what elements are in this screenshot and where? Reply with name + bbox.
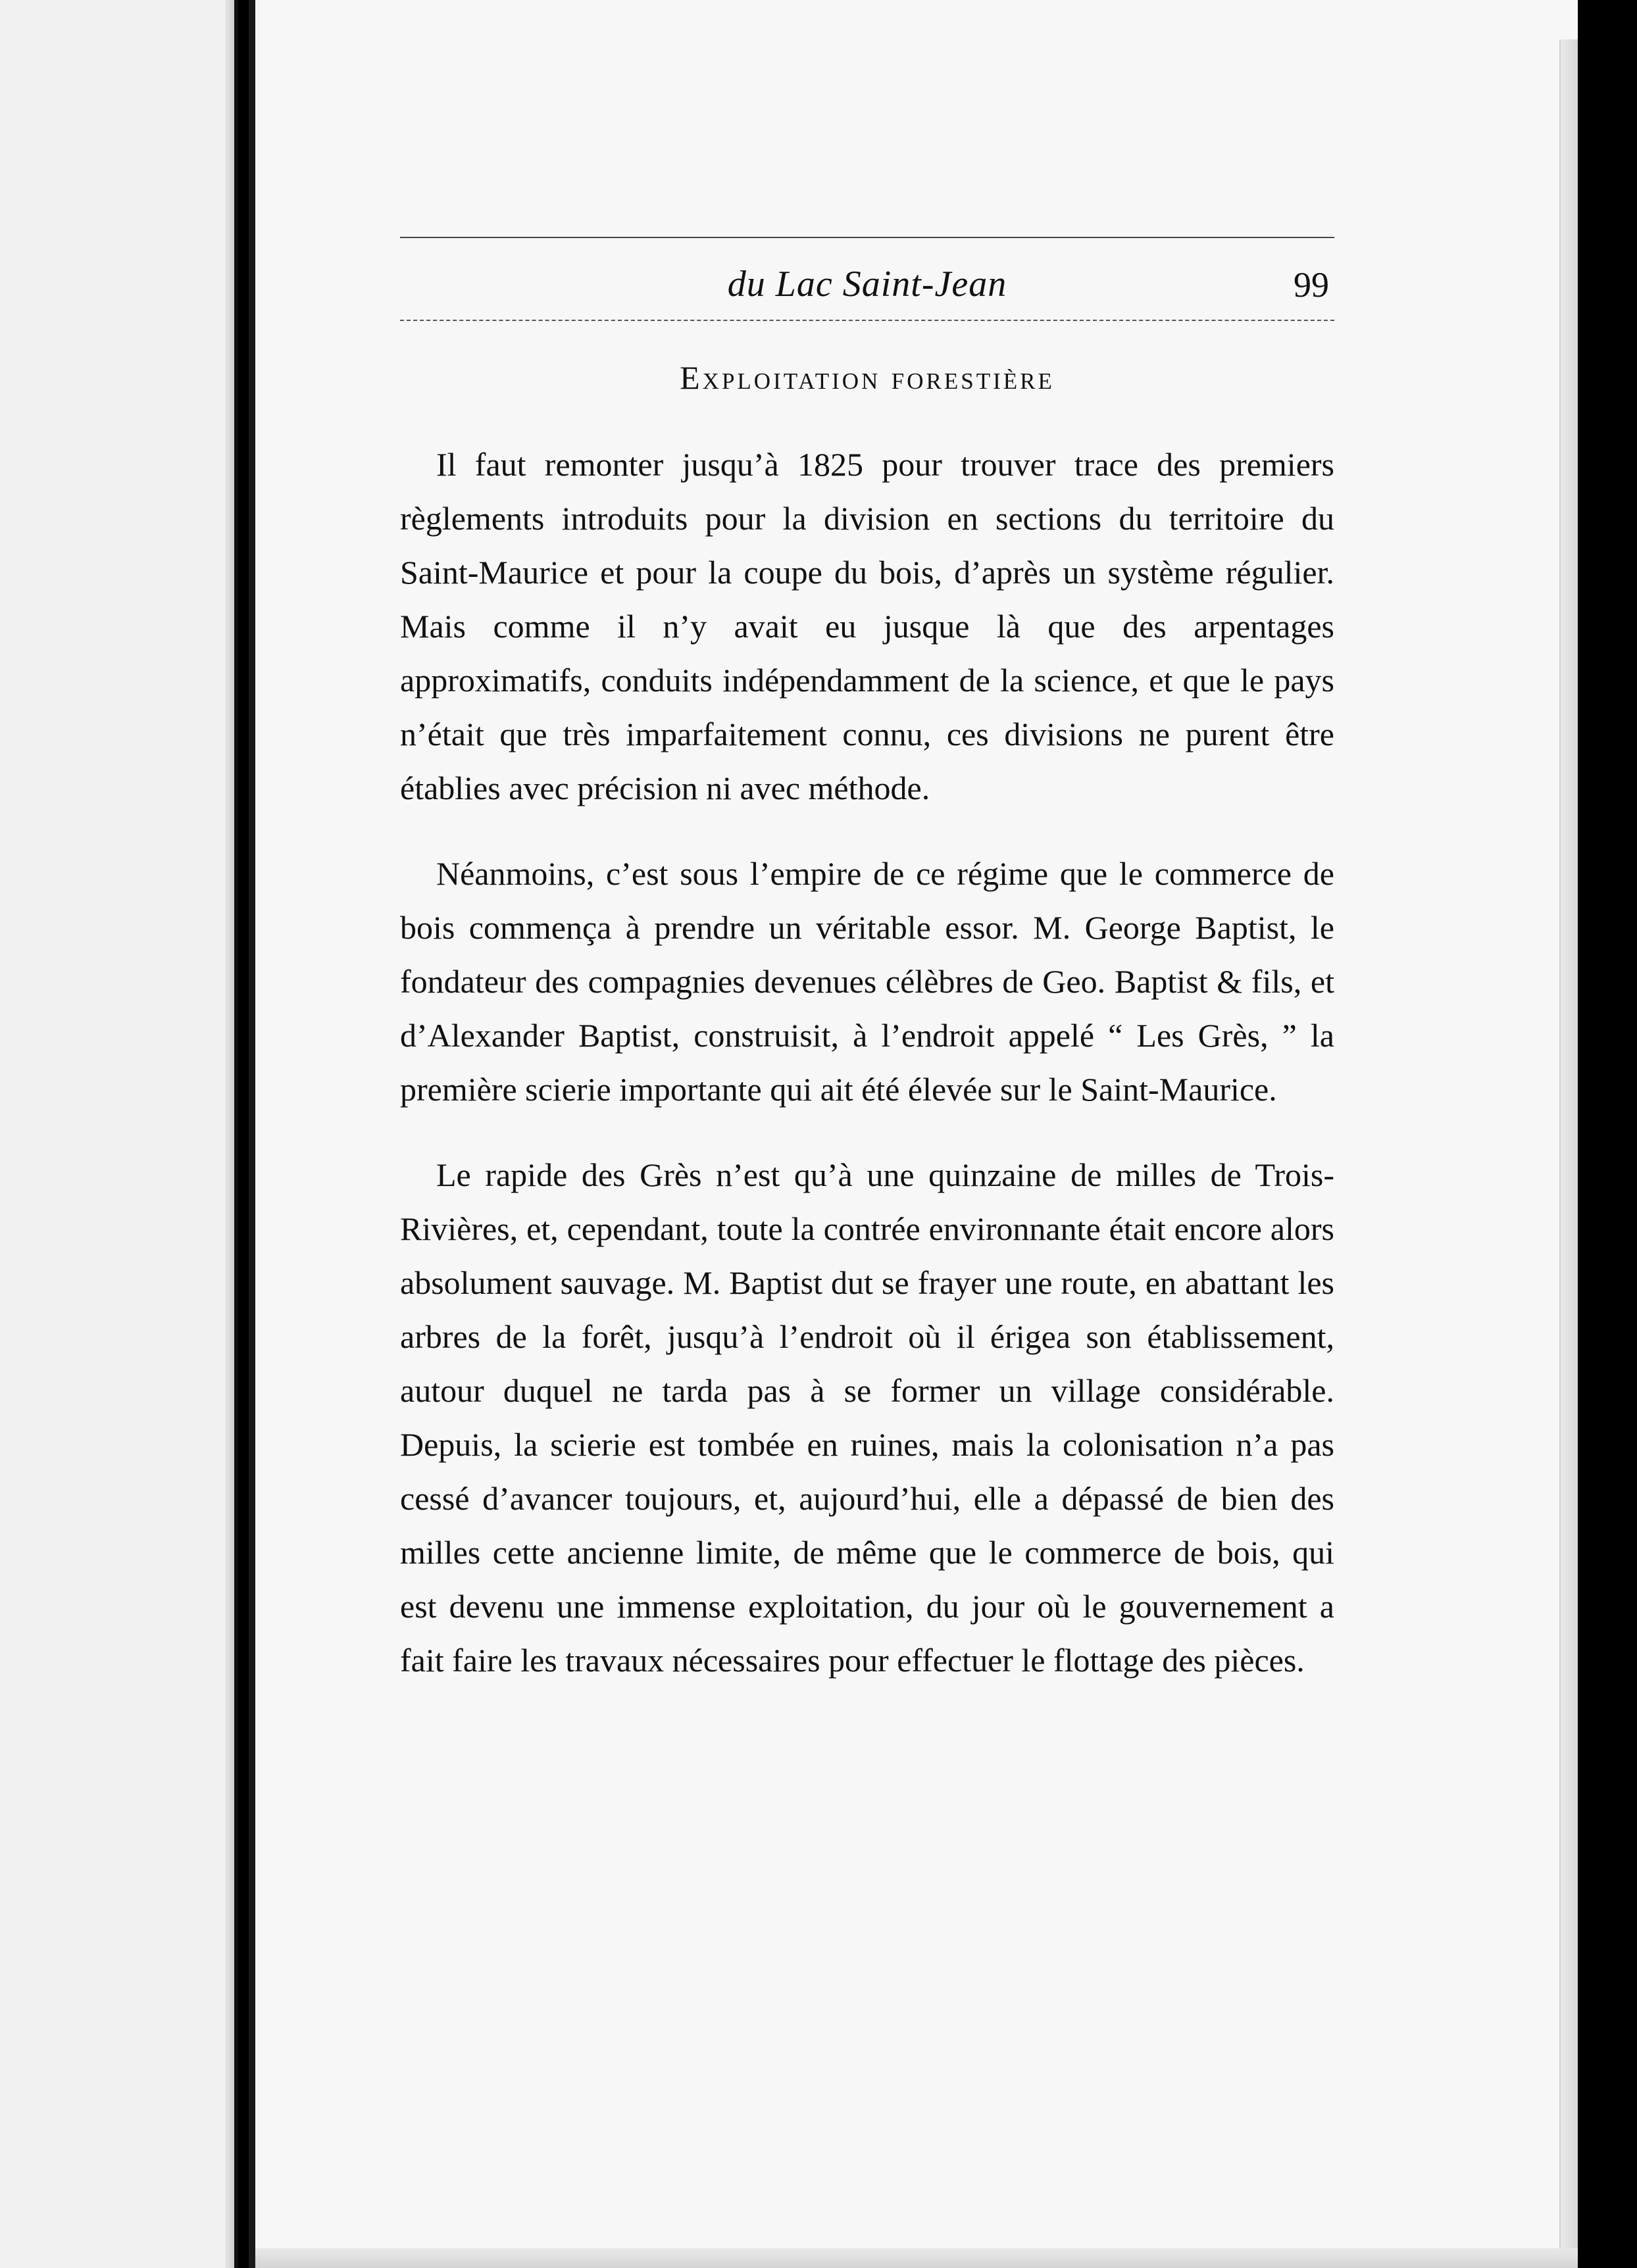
- header-rule-top: [400, 237, 1334, 238]
- book-page: [249, 0, 1578, 2268]
- running-title: du Lac Saint-Jean: [727, 264, 1007, 305]
- header-rule-bottom: [400, 320, 1334, 321]
- body-text: [400, 437, 1334, 1719]
- section-heading: Exploitation forestière: [680, 359, 1055, 396]
- page-gutter: [225, 0, 234, 2268]
- paragraph: Néanmoins, c’est sous l’empire de ce régime que le commerce de bois commença à prendre un véritable essor. M. George Baptist, le fondateur des compagnies devenues célèbres de Geo. Baptist & fils, et d’Alexander Baptist, construisit, à l’endroit appelé “ Les Grès, ” la première scierie importante qui ait été élevée sur le Saint-Maurice.: [400, 855, 1334, 1108]
- page-number: 99: [1294, 265, 1329, 305]
- page-bottom-edge: [255, 2248, 1578, 2268]
- paragraph: Le rapide des Grès n’est qu’à une quinzaine de milles de Trois-Rivières, et, cependant, toute la contrée environnante était encore alors absolument sauvage. M. Baptist dut se frayer une route, en abattant les arbres de la forêt, jusqu’à l’endroit où il érigea son établissement, autour duquel ne tarda pas à se former un village considérable. Depuis, la scierie est tombée en ruines, mais la colonisation n’a pas cessé d’avancer toujours, et, aujourd’hui, elle a dépassé de bien des milles cette ancienne limite, de même que le commerce de bois, qui est devenu une immense exploitation, du jour où le gouvernement a fait faire les travaux nécessaires pour effectuer le flottage des pièces.: [400, 1156, 1334, 1679]
- paragraph: Il faut remonter jusqu’à 1825 pour trouver trace des premiers règlements introduits pour la division en sections du territoire du Saint-Maurice et pour la coupe du bois, d’après un système régulier. Mais comme il n’y avait eu jusque là que des arpentages approximatifs, conduits indépendamment de la science, et que le pays n’était que très imparfaitement connu, ces divisions ne purent être établies avec précision ni avec méthode.: [400, 446, 1334, 806]
- previous-page-strip: [0, 0, 238, 2268]
- running-header: [400, 237, 1334, 322]
- page-edge: [1559, 39, 1578, 2248]
